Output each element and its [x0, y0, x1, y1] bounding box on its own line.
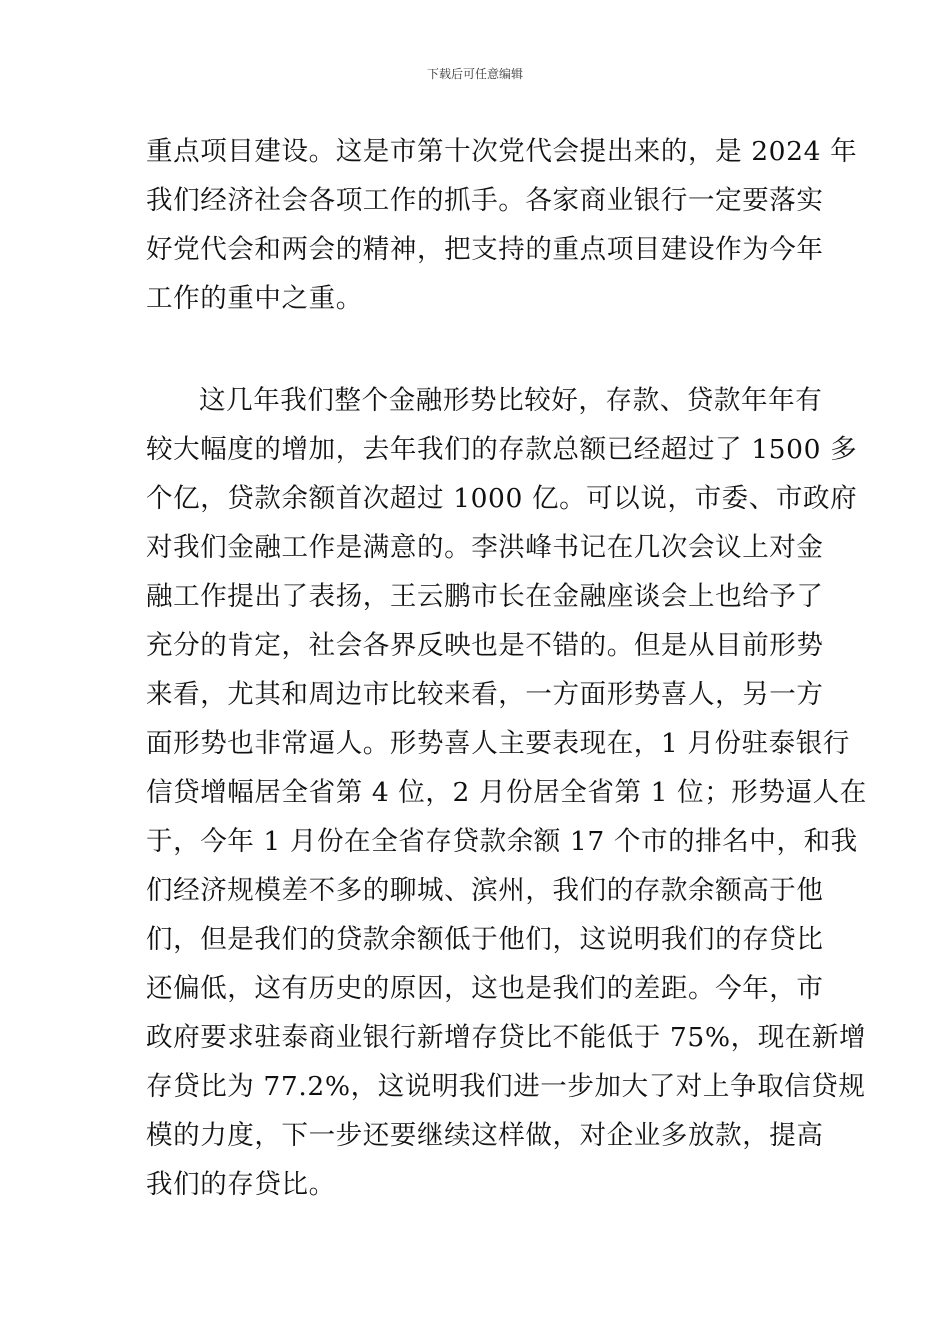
text-line: 我们的存贷比。 [146, 1169, 336, 1200]
text-line: 模的力度，下一步还要继续这样做，对企业多放款，提高 [146, 1120, 824, 1151]
text-line: 信贷增幅居全省第 4 位，2 月份居全省第 1 位；形势逼人在 [146, 777, 867, 808]
text-line: 好党代会和两会的精神，把支持的重点项目建设作为今年 [146, 234, 824, 265]
text-line: 较大幅度的增加，去年我们的存款总额已经超过了 1500 多 [146, 434, 858, 465]
text-line: 于，今年 1 月份在全省存贷款余额 17 个市的排名中，和我 [146, 826, 858, 857]
text-line: 重点项目建设。这是市第十次党代会提出来的，是 2024 年 [146, 136, 858, 167]
text-line: 还偏低，这有历史的原因，这也是我们的差距。今年，市 [146, 973, 824, 1004]
text-line: 这几年我们整个金融形势比较好，存款、贷款年年有 [199, 385, 823, 416]
text-line: 工作的重中之重。 [146, 283, 363, 314]
paragraph-2 [146, 376, 867, 1209]
text-line: 面形势也非常逼人。形势喜人主要表现在，1 月份驻泰银行 [146, 728, 850, 759]
text-line: 融工作提出了表扬，王云鹏市长在金融座谈会上也给予了 [146, 581, 824, 612]
text-line: 们，但是我们的贷款余额低于他们，这说明我们的存贷比 [146, 924, 824, 955]
text-line: 对我们金融工作是满意的。李洪峰书记在几次会议上对金 [146, 532, 824, 563]
text-line: 充分的肯定，社会各界反映也是不错的。但是从目前形势 [146, 630, 824, 661]
page-header: 下载后可任意编辑 [426, 67, 523, 81]
paragraph-1 [146, 127, 858, 323]
text-line: 个亿，贷款余额首次超过 1000 亿。可以说，市委、市政府 [146, 483, 858, 514]
text-line: 来看，尤其和周边市比较来看，一方面形势喜人，另一方 [146, 679, 824, 710]
text-line: 政府要求驻泰商业银行新增存贷比不能低于 75%，现在新增 [146, 1022, 867, 1053]
text-line: 我们经济社会各项工作的抓手。各家商业银行一定要落实 [146, 185, 824, 216]
text-line: 们经济规模差不多的聊城、滨州，我们的存款余额高于他 [146, 875, 824, 906]
text-line: 存贷比为 77.2%，这说明我们进一步加大了对上争取信贷规 [146, 1071, 866, 1102]
